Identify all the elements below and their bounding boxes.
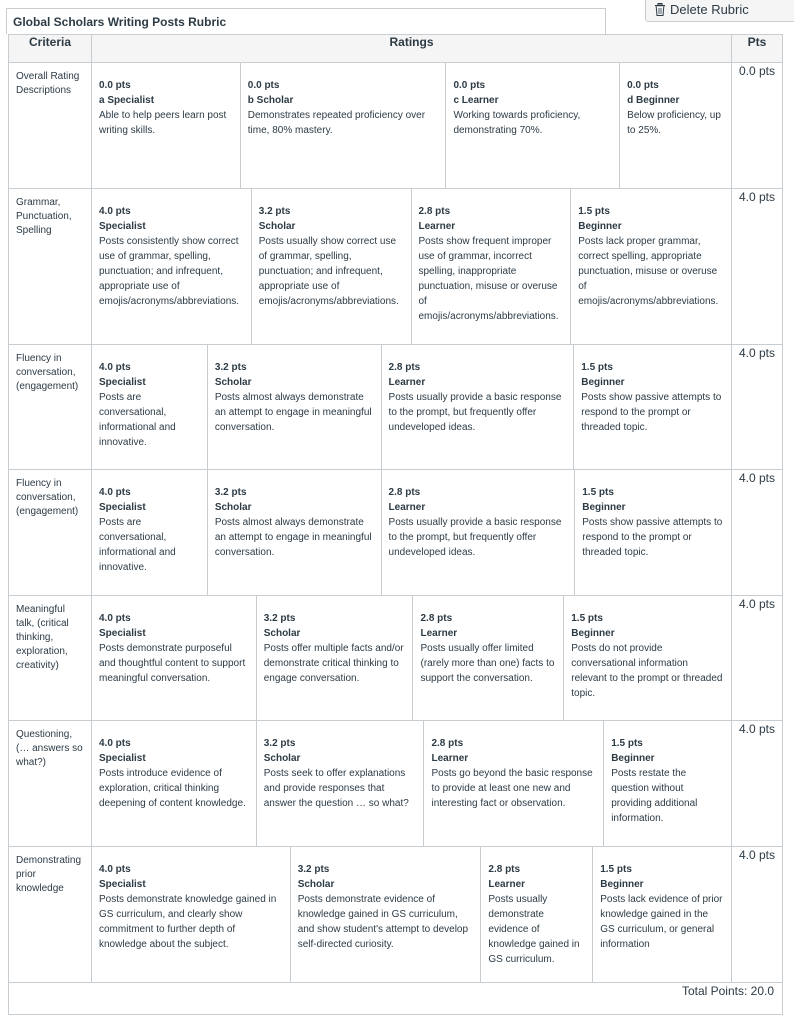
rating-points: 3.2 pts <box>297 864 330 875</box>
rating-points: 1.5 pts <box>600 864 632 875</box>
rating-title: b Scholar <box>247 95 294 106</box>
criterion-points: 4.0 pts <box>732 721 783 847</box>
rating-description: Posts restate the question without providing additional information. <box>611 768 698 824</box>
rating-title: Beginner <box>578 221 622 232</box>
rating-description: Posts lack evidence of prior knowledge gained in the GS curriculum, or general information <box>600 894 723 950</box>
ratings-cell <box>92 847 732 983</box>
ratings-cell <box>92 345 732 470</box>
rating-option <box>382 345 575 469</box>
rating-points: 4.0 pts <box>99 738 131 749</box>
rating-description: Posts demonstrate purposeful and thoughtful content to support meaningful conversation. <box>99 643 246 684</box>
rating-option <box>257 596 414 720</box>
rating-title: Scholar <box>297 879 335 890</box>
criterion-description: Questioning, (… answers so what?) <box>9 721 92 847</box>
rating-points: 3.2 pts <box>258 206 291 217</box>
rating-points: 0.0 pts <box>99 80 131 91</box>
rating-option <box>252 189 412 344</box>
rating-points: 2.8 pts <box>388 487 421 498</box>
rating-option <box>92 847 291 982</box>
rating-description: Posts almost always demonstrate an attempt to engage in meaningful conversation. <box>214 517 372 558</box>
criterion-points: 4.0 pts <box>732 847 783 983</box>
rubric-table <box>8 34 783 1015</box>
rating-option <box>92 345 208 469</box>
criterion-row <box>9 345 783 470</box>
rating-option <box>413 596 564 720</box>
rating-title: Specialist <box>99 377 146 388</box>
rating-title: Learner <box>488 879 526 890</box>
ratings-list <box>92 63 731 188</box>
rating-points: 4.0 pts <box>99 613 131 624</box>
rating-title: a Specialist <box>99 95 155 106</box>
rating-points: 3.2 pts <box>263 613 296 624</box>
criterion-description: Demonstrating prior knowledge <box>9 847 92 983</box>
criterion-description: Overall Rating Descriptions <box>9 63 92 189</box>
criterion-row <box>9 189 783 345</box>
rating-points: 1.5 pts <box>582 487 614 498</box>
rating-title: Specialist <box>99 879 146 890</box>
criterion-points: 4.0 pts <box>732 189 783 345</box>
criterion-points: 4.0 pts <box>732 596 783 721</box>
rating-description: Posts lack proper grammar, correct spelling, appropriate punctuation, misuse or overuse of emojis/acronyms/abbreviations. <box>578 236 719 307</box>
rating-title: Scholar <box>263 753 301 764</box>
rating-option <box>574 345 731 469</box>
pts-header: Pts <box>732 35 783 63</box>
rating-title: Specialist <box>99 502 146 513</box>
ratings-cell <box>92 721 732 847</box>
rating-option <box>593 847 731 982</box>
rating-option <box>208 345 382 469</box>
rating-description: Posts consistently show correct use of grammar, spelling, punctuation; and infrequent, appropriate use of emojis/acronyms/abbreviations. <box>99 236 240 307</box>
rating-option <box>257 721 425 846</box>
criterion-description: Fluency in conversation, (engagement) <box>9 470 92 596</box>
rating-option <box>424 721 604 846</box>
ratings-list <box>92 847 731 982</box>
criteria-header: Criteria <box>9 35 92 63</box>
rating-points: 1.5 pts <box>611 738 643 749</box>
criterion-row <box>9 721 783 847</box>
rating-option <box>481 847 593 982</box>
rubric-body <box>9 63 783 983</box>
rating-title: Specialist <box>99 221 146 232</box>
rating-title: Learner <box>420 628 458 639</box>
rating-title: Scholar <box>263 628 301 639</box>
criterion-description: Grammar, Punctuation, Spelling <box>9 189 92 345</box>
rating-title: Beginner <box>600 879 644 890</box>
rubric-header-row <box>9 35 783 63</box>
rating-points: 2.8 pts <box>388 362 421 373</box>
delete-rubric-label: Delete Rubric <box>670 1 749 17</box>
rating-title: Beginner <box>581 377 625 388</box>
rating-description: Posts almost always demonstrate an attempt to engage in meaningful conversation. <box>214 392 372 433</box>
rating-description: Working towards proficiency, demonstrating 70%. <box>453 110 581 136</box>
rating-title: Scholar <box>214 502 252 513</box>
ratings-list <box>92 189 731 344</box>
rating-description: Posts demonstrate evidence of knowledge gained in GS curriculum, and show student's attempt to develop self-directed curiosity. <box>297 894 469 950</box>
rating-description: Posts usually demonstrate evidence of knowledge gained in GS curriculum. <box>488 894 580 965</box>
rating-description: Posts seek to offer explanations and provide responses that answer the question … so what? <box>263 768 409 809</box>
ratings-list <box>92 345 731 469</box>
rating-option <box>446 63 620 188</box>
rating-points: 2.8 pts <box>488 864 521 875</box>
rating-description: Posts demonstrate knowledge gained in GS curriculum, and clearly show commitment to further depth of knowledge about the subject. <box>99 894 277 950</box>
rating-points: 4.0 pts <box>99 487 131 498</box>
ratings-list <box>92 721 731 846</box>
rating-option <box>620 63 731 188</box>
rating-description: Able to help peers learn post writing skills. <box>99 110 227 136</box>
rating-description: Demonstrates repeated proficiency over time, 80% mastery. <box>247 110 426 136</box>
rating-title: Learner <box>418 221 456 232</box>
rating-option <box>208 470 382 595</box>
rating-points: 3.2 pts <box>214 487 247 498</box>
rating-option <box>92 721 257 846</box>
rating-points: 4.0 pts <box>99 864 131 875</box>
rating-option <box>92 63 241 188</box>
rating-option <box>92 470 208 595</box>
rubric-title-tab <box>6 8 606 34</box>
rating-points: 2.8 pts <box>418 206 451 217</box>
rating-points: 0.0 pts <box>453 80 486 91</box>
delete-rubric-button[interactable] <box>645 0 794 22</box>
rating-points: 1.5 pts <box>578 206 610 217</box>
criterion-row <box>9 847 783 983</box>
rating-title: Scholar <box>214 377 252 388</box>
ratings-cell <box>92 596 732 721</box>
rating-title: Learner <box>431 753 469 764</box>
rating-description: Posts go beyond the basic response to provide at least one new and interesting fact or observation. <box>431 768 593 809</box>
ratings-list <box>92 596 731 720</box>
rating-description: Below proficiency, up to 25%. <box>627 110 721 136</box>
rating-title: Scholar <box>258 221 296 232</box>
trash-icon <box>654 3 666 16</box>
ratings-list <box>92 470 731 595</box>
rating-description: Posts are conversational, informational and innovative. <box>99 517 176 573</box>
rating-option <box>92 189 252 344</box>
rating-points: 2.8 pts <box>431 738 464 749</box>
rating-description: Posts usually show correct use of grammar, spelling, punctuation; and infrequent, appropriate use of emojis/acronyms/abbreviations. <box>258 236 399 307</box>
rating-option <box>241 63 447 188</box>
criterion-row <box>9 63 783 189</box>
rating-points: 3.2 pts <box>214 362 247 373</box>
criterion-row <box>9 596 783 721</box>
rating-option <box>571 189 731 344</box>
rating-points: 2.8 pts <box>420 613 453 624</box>
rating-points: 4.0 pts <box>99 362 131 373</box>
rating-description: Posts usually offer limited (rarely more than one) facts to support the conversation. <box>420 643 555 684</box>
rating-description: Posts offer multiple facts and/or demonstrate critical thinking to engage conversation. <box>263 643 404 684</box>
rating-description: Posts show frequent improper use of grammar, incorrect spelling, inappropriate punctuation, misuse or overuse of emojis/acronyms/abbreviations. <box>418 236 559 322</box>
rating-option <box>564 596 731 720</box>
rating-description: Posts do not provide conversational information relevant to the prompt or threaded topic. <box>571 643 723 699</box>
rating-title: c Learner <box>453 95 499 106</box>
rating-title: Beginner <box>582 502 626 513</box>
rating-title: Specialist <box>99 628 146 639</box>
rating-description: Posts show passive attempts to respond to the prompt or threaded topic. <box>581 392 722 433</box>
rating-points: 0.0 pts <box>247 80 280 91</box>
rating-title: d Beginner <box>627 95 680 106</box>
rating-points: 1.5 pts <box>571 613 603 624</box>
criterion-row <box>9 470 783 596</box>
rating-points: 1.5 pts <box>581 362 613 373</box>
rating-title: Beginner <box>611 753 655 764</box>
rating-title: Learner <box>388 502 426 513</box>
rating-title: Specialist <box>99 753 146 764</box>
rating-option <box>382 470 576 595</box>
rating-description: Posts are conversational, informational and innovative. <box>99 392 176 448</box>
criterion-points: 4.0 pts <box>732 470 783 596</box>
rating-option <box>291 847 482 982</box>
rating-description: Posts usually provide a basic response to the prompt, but frequently offer undeveloped ideas. <box>388 392 562 433</box>
rating-points: 4.0 pts <box>99 206 131 217</box>
criterion-points: 0.0 pts <box>732 63 783 189</box>
rubric-title: Global Scholars Writing Posts Rubric <box>13 15 227 29</box>
rating-option <box>92 596 257 720</box>
rating-option <box>604 721 731 846</box>
rating-description: Posts show passive attempts to respond to the prompt or threaded topic. <box>582 517 723 558</box>
rating-points: 0.0 pts <box>627 80 659 91</box>
rating-option <box>575 470 731 595</box>
criterion-description: Fluency in conversation, (engagement) <box>9 345 92 470</box>
rating-title: Learner <box>388 377 426 388</box>
rating-description: Posts introduce evidence of exploration, critical thinking deepening of content knowledge. <box>99 768 246 809</box>
rating-option <box>412 189 572 344</box>
rating-description: Posts usually provide a basic response to the prompt, but frequently offer undeveloped ideas. <box>388 517 562 558</box>
ratings-header: Ratings <box>92 35 732 63</box>
total-points: Total Points: 20.0 <box>9 983 783 1015</box>
rating-points: 3.2 pts <box>263 738 296 749</box>
criterion-points: 4.0 pts <box>732 345 783 470</box>
ratings-cell <box>92 470 732 596</box>
criterion-description: Meaningful talk, (critical thinking, exploration, creativity) <box>9 596 92 721</box>
rating-title: Beginner <box>571 628 615 639</box>
ratings-cell <box>92 189 732 345</box>
ratings-cell <box>92 63 732 189</box>
